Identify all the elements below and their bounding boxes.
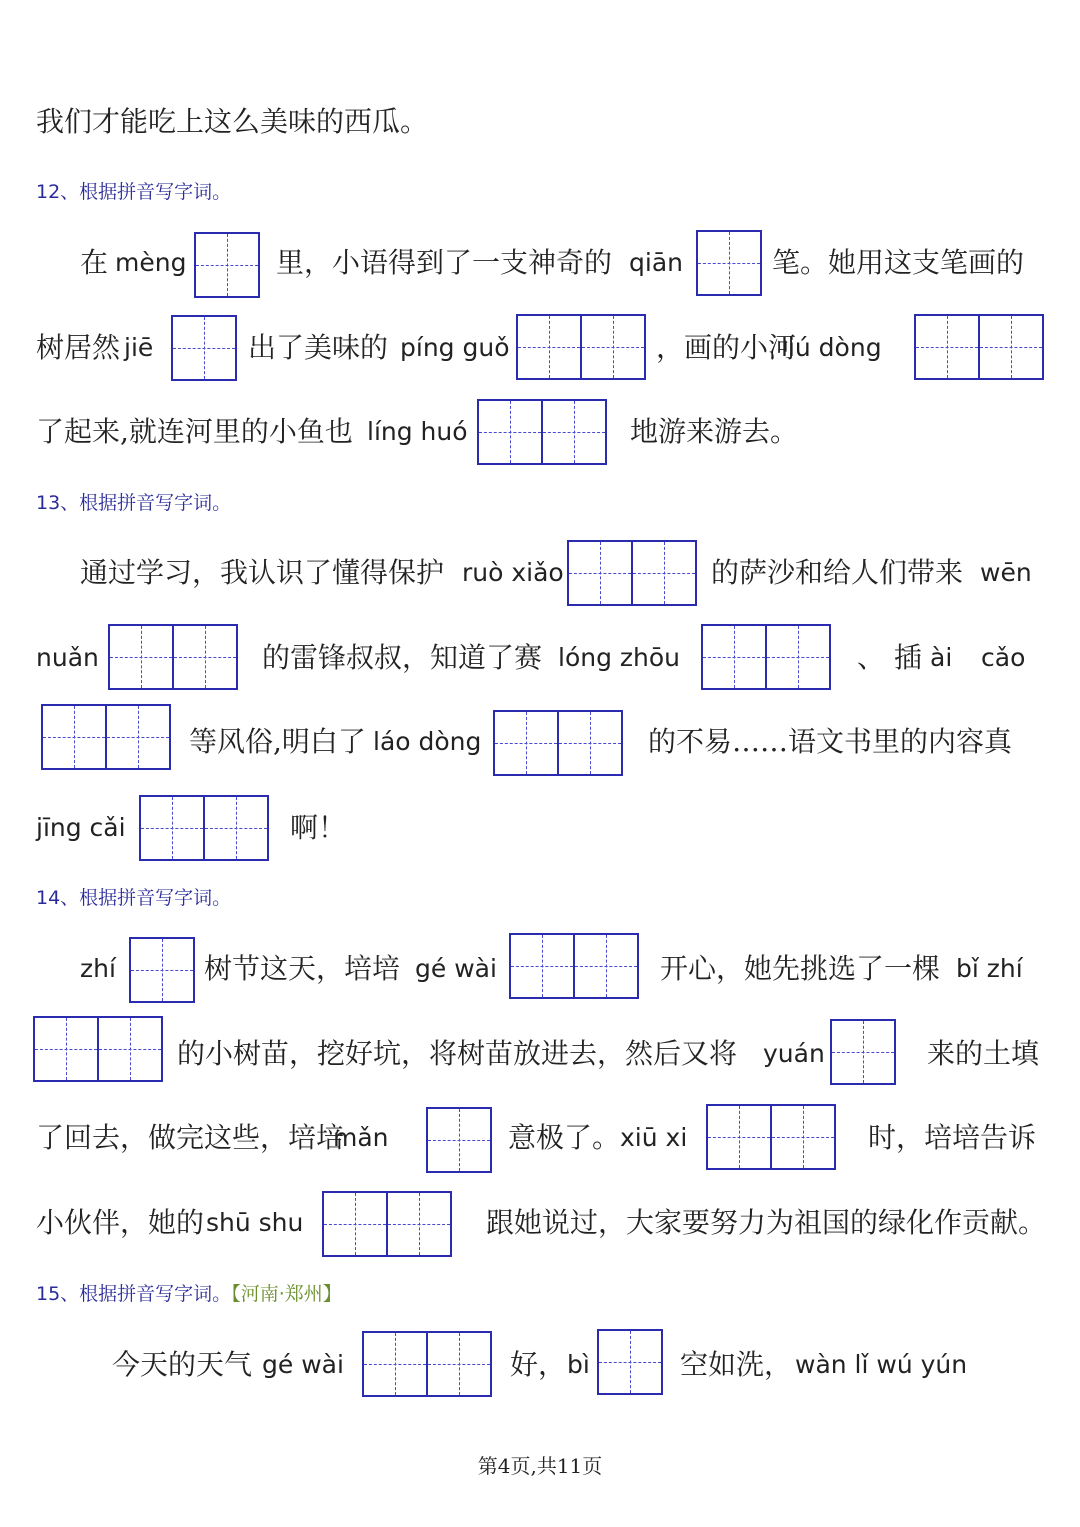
q15-pinyin: bì: [567, 1350, 590, 1379]
q13-answer-grid[interactable]: [567, 540, 697, 606]
q13-answer-grid[interactable]: [701, 624, 831, 690]
writing-cell[interactable]: [477, 399, 543, 465]
writing-cell[interactable]: [696, 230, 762, 296]
writing-cell[interactable]: [706, 1104, 772, 1170]
writing-cell[interactable]: [573, 933, 639, 999]
q12-answer-grid[interactable]: [171, 315, 237, 381]
q14-pinyin: shū shu: [206, 1208, 304, 1237]
q12-text: 笔。她用这支笔画的: [772, 246, 1025, 279]
writing-cell[interactable]: [129, 937, 195, 1003]
q12-pinyin: qiān: [629, 248, 683, 277]
q15-pinyin: gé wài: [262, 1350, 344, 1379]
q14-pinyin: bǐ zhí: [956, 954, 1023, 983]
writing-cell[interactable]: [914, 314, 980, 380]
q12-answer-grid[interactable]: [194, 232, 260, 298]
writing-cell[interactable]: [516, 314, 582, 380]
writing-cell[interactable]: [426, 1107, 492, 1173]
q14-text: 小伙伴，她的: [36, 1206, 205, 1239]
q13-text: 、 插: [857, 641, 922, 674]
q13-text: 啊！: [290, 811, 347, 844]
q15-text: 今天的天气: [112, 1348, 253, 1381]
q12-answer-grid[interactable]: [914, 314, 1044, 380]
q15-answer-grid[interactable]: [597, 1329, 663, 1395]
writing-cell[interactable]: [203, 795, 269, 861]
q12-text: 了起来,就连河里的小鱼也: [36, 415, 353, 448]
question-14-title: 14、根据拼音写字词。: [36, 887, 232, 909]
q12-answer-grid[interactable]: [696, 230, 762, 296]
q15-pinyin: wàn lǐ wú yún: [795, 1350, 968, 1379]
q14-answer-grid[interactable]: [322, 1191, 452, 1257]
q12-text: ，画的小河: [656, 331, 797, 364]
q12-text: 树居然: [36, 331, 121, 364]
q14-text: 了回去，做完这些，培培: [36, 1121, 345, 1154]
q14-pinyin: gé wài: [415, 954, 497, 983]
q12-pinyin: jiē: [124, 333, 154, 362]
q14-text: 开心，她先挑选了一棵: [660, 952, 941, 985]
q14-pinyin: mǎn: [333, 1123, 389, 1152]
q12-pinyin: liú dòng: [781, 333, 882, 362]
writing-cell[interactable]: [41, 704, 107, 770]
question-13-title: 13、根据拼音写字词。: [36, 492, 232, 514]
q13-text: 等风俗,明白了: [189, 725, 366, 758]
writing-cell[interactable]: [322, 1191, 388, 1257]
q13-pinyin: wēn: [980, 558, 1032, 587]
q12-answer-grid[interactable]: [516, 314, 646, 380]
q13-text: 通过学习，我认识了懂得保护: [80, 556, 445, 589]
q14-text: 来的土填: [927, 1037, 1040, 1070]
writing-cell[interactable]: [172, 624, 238, 690]
q12-text: 在: [80, 246, 109, 279]
writing-cell[interactable]: [386, 1191, 452, 1257]
writing-cell[interactable]: [426, 1331, 492, 1397]
q13-pinyin: ài: [930, 643, 953, 672]
writing-cell[interactable]: [567, 540, 633, 606]
q12-answer-grid[interactable]: [477, 399, 607, 465]
q13-text: 的不易……语文书里的内容真: [648, 725, 1013, 758]
q14-text: 意极了。: [508, 1121, 621, 1154]
q12-pinyin: mèng: [115, 248, 187, 277]
writing-cell[interactable]: [108, 624, 174, 690]
q12-pinyin: líng huó: [367, 417, 468, 446]
q12-text: 里，小语得到了一支神奇的: [276, 246, 613, 279]
q14-text: 跟她说过，大家要努力为祖国的绿化作贡献。: [486, 1206, 1047, 1239]
writing-cell[interactable]: [770, 1104, 836, 1170]
q13-answer-grid[interactable]: [493, 710, 623, 776]
question-12-title: 12、根据拼音写字词。: [36, 181, 232, 203]
writing-cell[interactable]: [597, 1329, 663, 1395]
intro-line: 我们才能吃上这么美味的西瓜。: [36, 105, 429, 138]
q12-text: 地游来游去。: [630, 415, 799, 448]
q14-answer-grid[interactable]: [509, 933, 639, 999]
q14-answer-grid[interactable]: [129, 937, 195, 1003]
q13-text: 的萨沙和给人们带来: [711, 556, 964, 589]
q13-pinyin: láo dòng: [373, 727, 482, 756]
writing-cell[interactable]: [580, 314, 646, 380]
writing-cell[interactable]: [139, 795, 205, 861]
q15-text: 空如洗，: [680, 1348, 793, 1381]
writing-cell[interactable]: [701, 624, 767, 690]
writing-cell[interactable]: [171, 315, 237, 381]
q14-text: 树节这天，培培: [204, 952, 401, 985]
question-15-title: [36, 1280, 342, 1308]
writing-cell[interactable]: [194, 232, 260, 298]
q14-text: 的小树苗，挖好坑，将树苗放进去，然后又将: [177, 1037, 738, 1070]
q13-pinyin: jīng cǎi: [36, 813, 126, 842]
writing-cell[interactable]: [631, 540, 697, 606]
page-number: 第4页,共11页: [477, 1454, 603, 1478]
q13-pinyin: nuǎn: [36, 643, 99, 672]
q15-answer-grid[interactable]: [362, 1331, 492, 1397]
q14-pinyin: zhí: [80, 954, 116, 983]
q15-text: 好，: [510, 1348, 567, 1381]
q14-answer-grid[interactable]: [830, 1019, 896, 1085]
writing-cell[interactable]: [541, 399, 607, 465]
writing-cell[interactable]: [978, 314, 1044, 380]
writing-cell[interactable]: [97, 1016, 163, 1082]
q14-pinyin: yuán: [763, 1039, 825, 1068]
writing-cell[interactable]: [493, 710, 559, 776]
q14-answer-grid[interactable]: [706, 1104, 836, 1170]
writing-cell[interactable]: [362, 1331, 428, 1397]
writing-cell[interactable]: [33, 1016, 99, 1082]
q13-pinyin: lóng zhōu: [558, 643, 681, 672]
q12-pinyin: píng guǒ: [400, 333, 510, 362]
writing-cell[interactable]: [765, 624, 831, 690]
q13-answer-grid[interactable]: [41, 704, 171, 770]
writing-cell[interactable]: [830, 1019, 896, 1085]
q13-pinyin: ruò xiǎo: [462, 558, 564, 587]
writing-cell[interactable]: [105, 704, 171, 770]
q14-text: 时，培培告诉: [868, 1121, 1037, 1154]
q13-pinyin: cǎo: [981, 643, 1026, 672]
q14-pinyin: xiū xi: [620, 1123, 688, 1152]
q12-text: 出了美味的: [248, 331, 389, 364]
q13-answer-grid[interactable]: [139, 795, 269, 861]
q13-text: 的雷锋叔叔，知道了赛: [262, 641, 543, 674]
writing-cell[interactable]: [557, 710, 623, 776]
q14-answer-grid[interactable]: [426, 1107, 492, 1173]
q13-answer-grid[interactable]: [108, 624, 238, 690]
q14-answer-grid[interactable]: [33, 1016, 163, 1082]
question-15-label: 15、根据拼音写字词。: [36, 1283, 232, 1305]
writing-cell[interactable]: [509, 933, 575, 999]
source-tag: 【河南·郑州】: [231, 1283, 342, 1305]
